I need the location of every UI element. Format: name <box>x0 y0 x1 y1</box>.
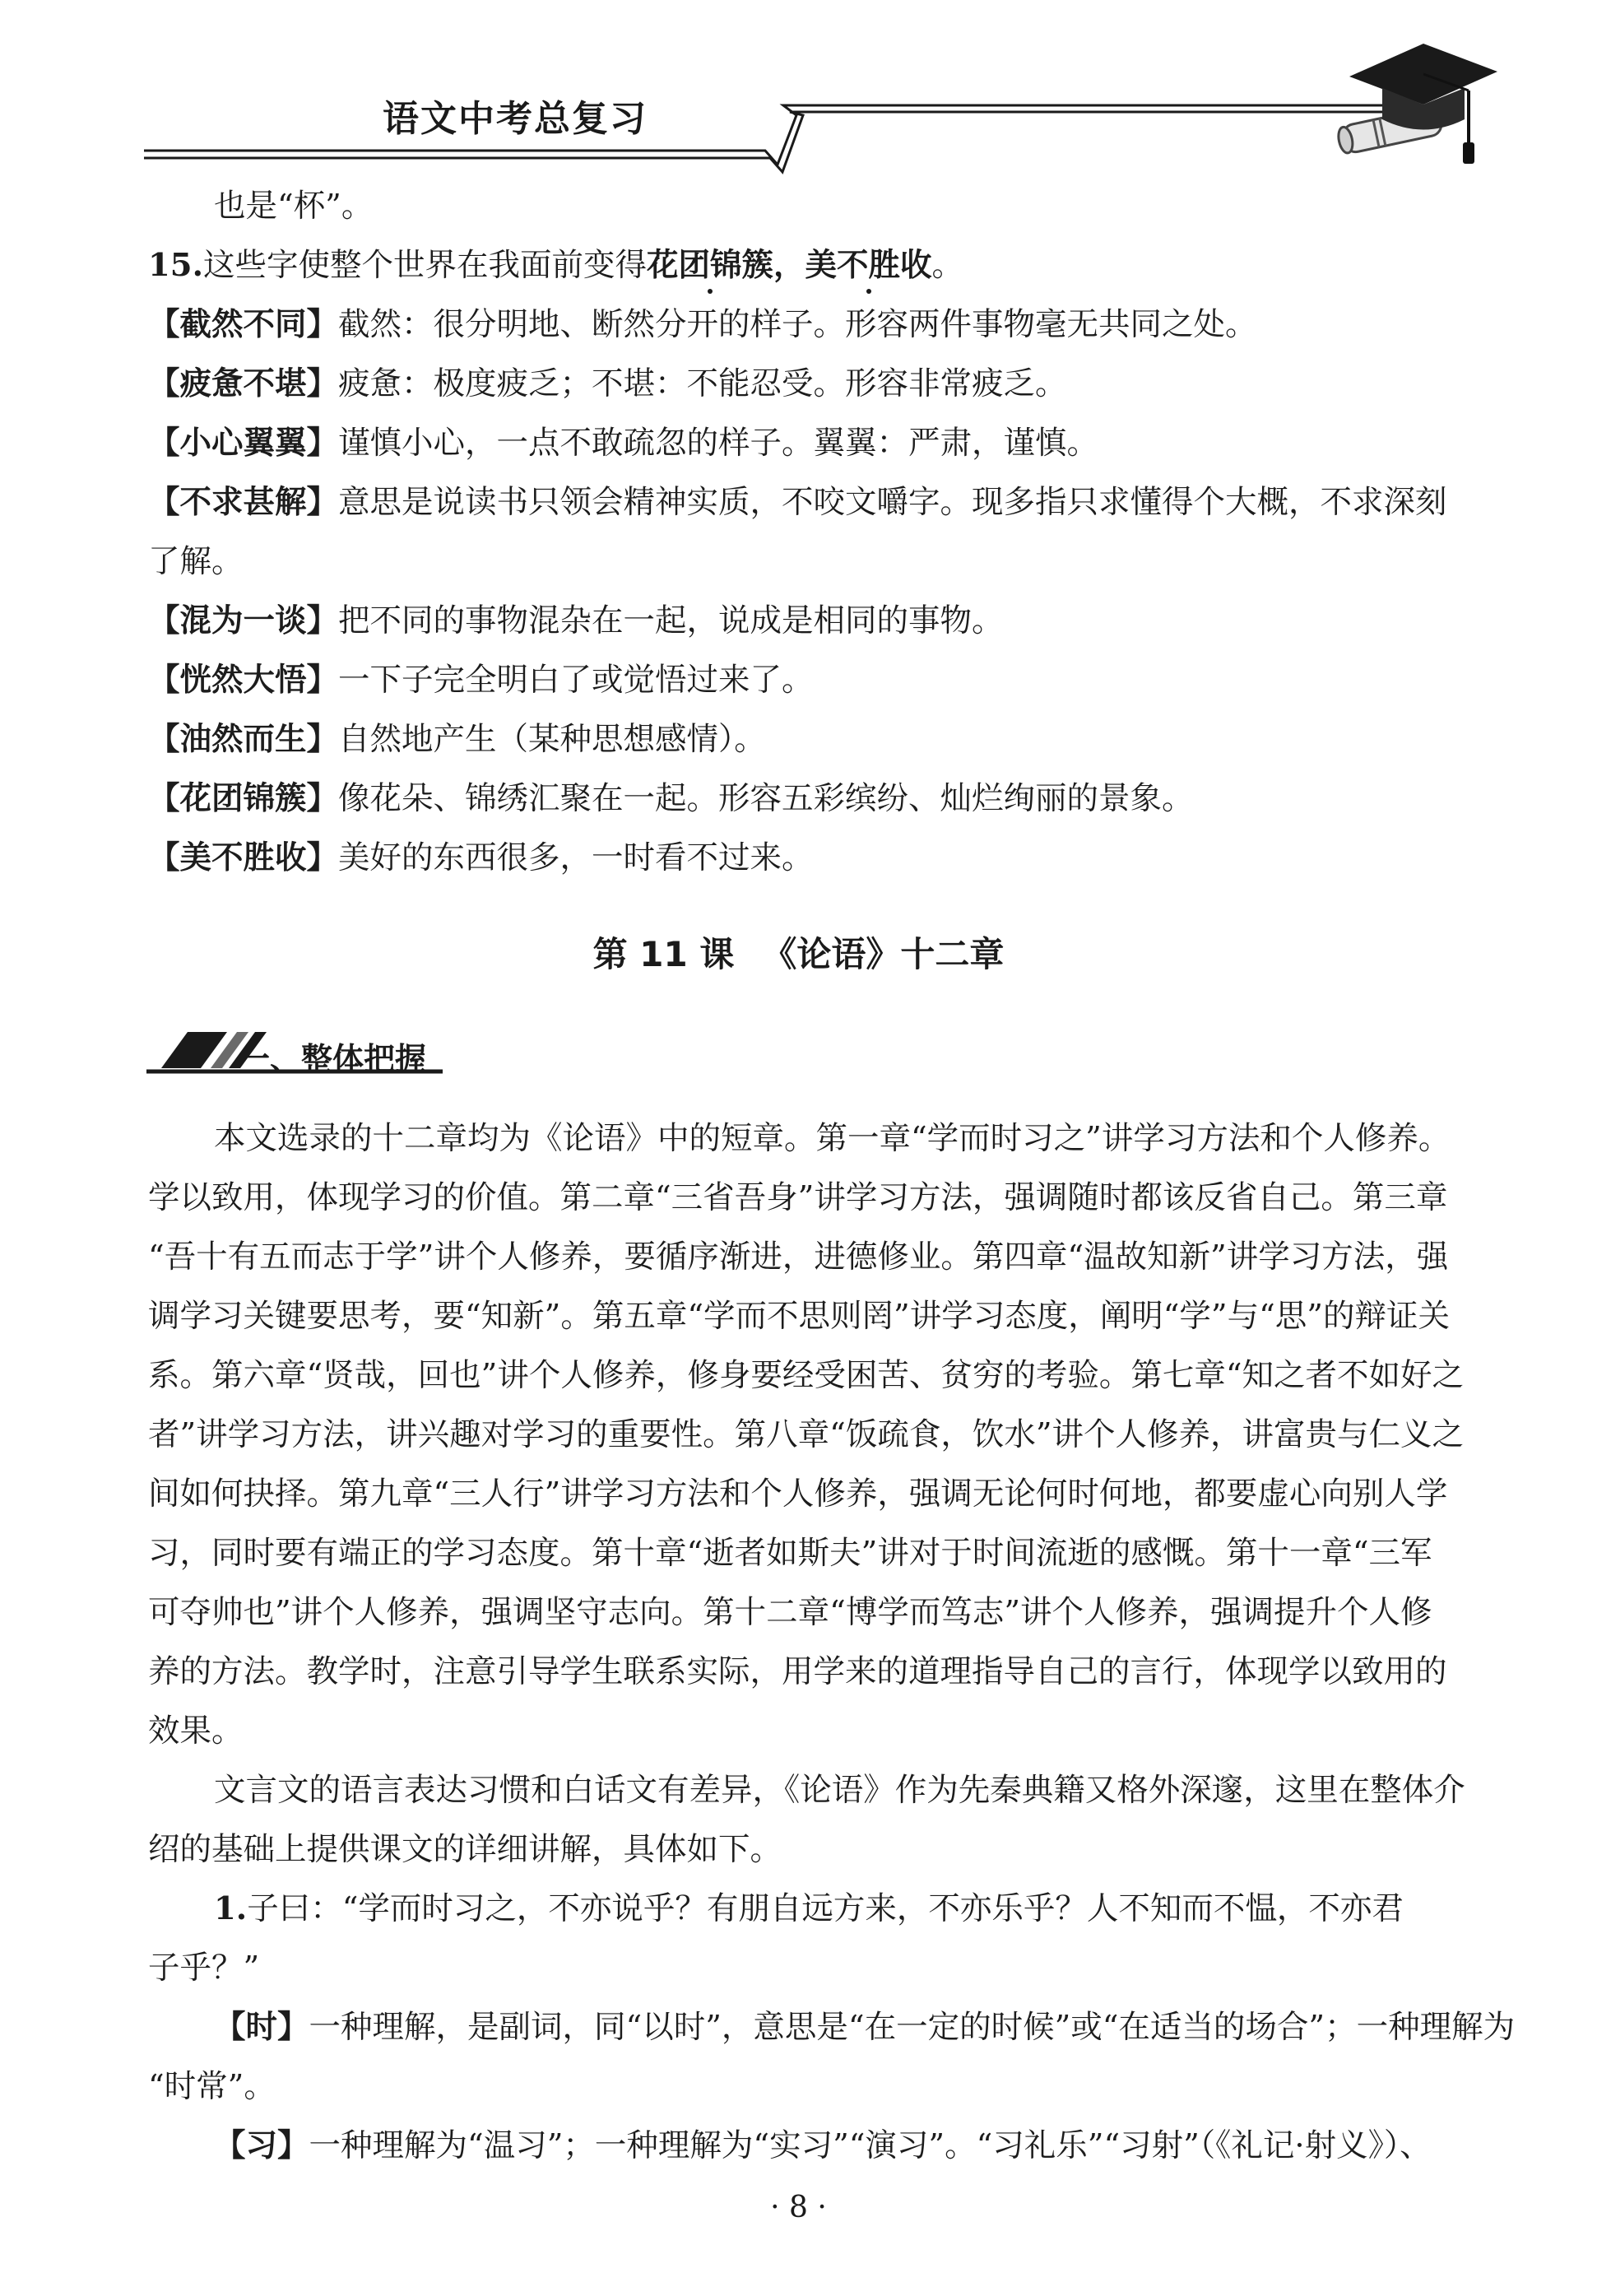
vocab-definition: 美好的东西很多，一时看不过来。 <box>338 839 814 876</box>
lesson-name: 《论语》十二章 <box>762 934 1005 974</box>
vocab-term: 【疲惫不堪】 <box>148 365 339 402</box>
vocab-term: 【花团锦簇】 <box>148 780 339 817</box>
question-text: 这些字使整个世界在我面前变得 <box>202 247 647 284</box>
text-line: 也是“杯”。 <box>214 188 374 225</box>
gloss-entry <box>214 2006 1516 2049</box>
vocab-definition-continued: 了解。 <box>148 543 244 580</box>
vocab-term: 【油然而生】 <box>148 721 339 758</box>
gloss-definition: 一种理解为“温习”；一种理解为“实习”“演习”。“习礼乐”“习射”（《礼记·射义》）、 <box>309 2127 1432 2164</box>
emphasis-dotted-2: 美不胜收 <box>805 247 932 284</box>
gloss-term: 【时】 <box>214 2009 309 2046</box>
vocab-entry <box>148 304 1481 346</box>
emphasis-dotted-1: 花团锦簇 <box>647 247 774 284</box>
paragraph-line: 可夺帅也”讲个人修养，强调坚守志向。第十二章“博学而笃志”讲个人修养，强调提升个人修 <box>148 1594 1432 1631</box>
paragraph-line: “吾十有五而志于学”讲个人修养，要循序渐进，进德修业。第四章“温故知新”讲学习方法，强 <box>148 1239 1449 1276</box>
vocab-term: 【混为一谈】 <box>148 602 339 639</box>
graduation-cap-icon <box>1325 29 1506 177</box>
item-number: 1. <box>214 1890 248 1927</box>
question-number: 15. <box>148 247 203 284</box>
header-title: 语文中考总复习 <box>383 98 648 140</box>
gloss-definition-continued: “时常”。 <box>148 2068 276 2105</box>
quote-text: 子曰：“学而时习之，不亦说乎？有朋自远方来，不亦乐乎？人不知而不愠，不亦君 <box>247 1890 1404 1927</box>
page-number: · 8 · <box>770 2191 827 2224</box>
paragraph-line: 效果。 <box>148 1713 244 1750</box>
vocab-term: 【小心翼翼】 <box>148 425 339 462</box>
paragraph-line: 习，同时要有端正的学习态度。第十章“逝者如斯夫”讲对于时间流逝的感慨。第十一章“三军 <box>148 1535 1432 1572</box>
section-title: 一、整体把握 <box>239 1041 427 1077</box>
vocab-entry <box>148 837 1481 880</box>
question-15 <box>148 244 1481 287</box>
vocab-entry <box>148 718 1481 761</box>
quote-text-continued: 子乎？” <box>148 1950 260 1987</box>
lesson-title <box>0 927 1597 977</box>
vocab-entry <box>148 481 1481 524</box>
paragraph-line: 调学习关键要思考，要“知新”。第五章“学而不思则罔”讲学习态度，阐明“学”与“思”的辩证关 <box>148 1298 1450 1335</box>
paragraph-line: 者”讲学习方法，讲兴趣对学习的重要性。第八章“饭疏食，饮水”讲个人修养，讲富贵与仁义之 <box>148 1416 1465 1453</box>
quote-item-1 <box>214 1888 1481 1931</box>
paragraph-line: 绍的基础上提供课文的详细讲解，具体如下。 <box>148 1831 782 1868</box>
vocab-term: 【美不胜收】 <box>148 839 339 876</box>
paragraph-line: 学以致用，体现学习的价值。第二章“三省吾身”讲学习方法，强调随时都该反省自己。第三章 <box>148 1179 1448 1216</box>
paragraph-line: 养的方法。教学时，注意引导学生联系实际，用学来的道理指导自己的言行，体现学以致用的 <box>148 1653 1447 1690</box>
vocab-definition: 一下子完全明白了或觉悟过来了。 <box>338 662 814 699</box>
paragraph-line: 本文选录的十二章均为《论语》中的短章。第一章“学而时习之”讲学习方法和个人修养。 <box>214 1120 1451 1157</box>
vocab-definition: 截然：很分明地、断然分开的样子。形容两件事物毫无共同之处。 <box>338 306 1257 343</box>
paragraph-line: 间如何抉择。第九章“三人行”讲学习方法和个人修养，强调无论何时何地，都要虚心向别人学 <box>148 1476 1448 1513</box>
vocab-entry <box>148 659 1481 702</box>
vocab-definition: 谨慎小心，一点不敢疏忽的样子。翼翼：严肃，谨慎。 <box>338 425 1099 462</box>
vocab-term: 【恍然大悟】 <box>148 662 339 699</box>
period: 。 <box>931 247 964 284</box>
vocab-definition: 像花朵、锦绣汇聚在一起。形容五彩缤纷、灿烂绚丽的景象。 <box>338 780 1194 817</box>
lesson-label: 第 11 课 <box>592 934 735 974</box>
gloss-term: 【习】 <box>214 2127 309 2164</box>
gloss-entry <box>214 2125 1481 2168</box>
comma: ， <box>773 247 805 284</box>
vocab-definition: 自然地产生（某种思想感情）。 <box>338 721 766 758</box>
vocab-definition: 把不同的事物混杂在一起，说成是相同的事物。 <box>338 602 1004 639</box>
vocab-entry <box>148 422 1481 465</box>
vocab-term: 【截然不同】 <box>148 306 339 343</box>
vocab-definition: 意思是说读书只领会精神实质，不咬文嚼字。现多指只求懂得个大概，不求深刻 <box>338 484 1447 521</box>
vocab-entry <box>148 600 1481 643</box>
vocab-term: 【不求甚解】 <box>148 484 339 521</box>
gloss-definition: 一种理解，是副词，同“以时”，意思是“在一定的时候”或“在适当的场合”；一种理解为 <box>309 2009 1516 2046</box>
vocab-entry <box>148 778 1481 820</box>
paragraph-line: 系。第六章“贤哉，回也”讲个人修养，修身要经受困苦、贫穷的考验。第七章“知之者不如好之 <box>148 1357 1465 1394</box>
vocab-entry <box>148 363 1481 406</box>
paragraph-line: 文言文的语言表达习惯和白话文有差异，《论语》作为先秦典籍又格外深邃，这里在整体介 <box>214 1772 1465 1809</box>
vocab-definition: 疲惫：极度疲乏；不堪：不能忍受。形容非常疲乏。 <box>338 365 1067 402</box>
